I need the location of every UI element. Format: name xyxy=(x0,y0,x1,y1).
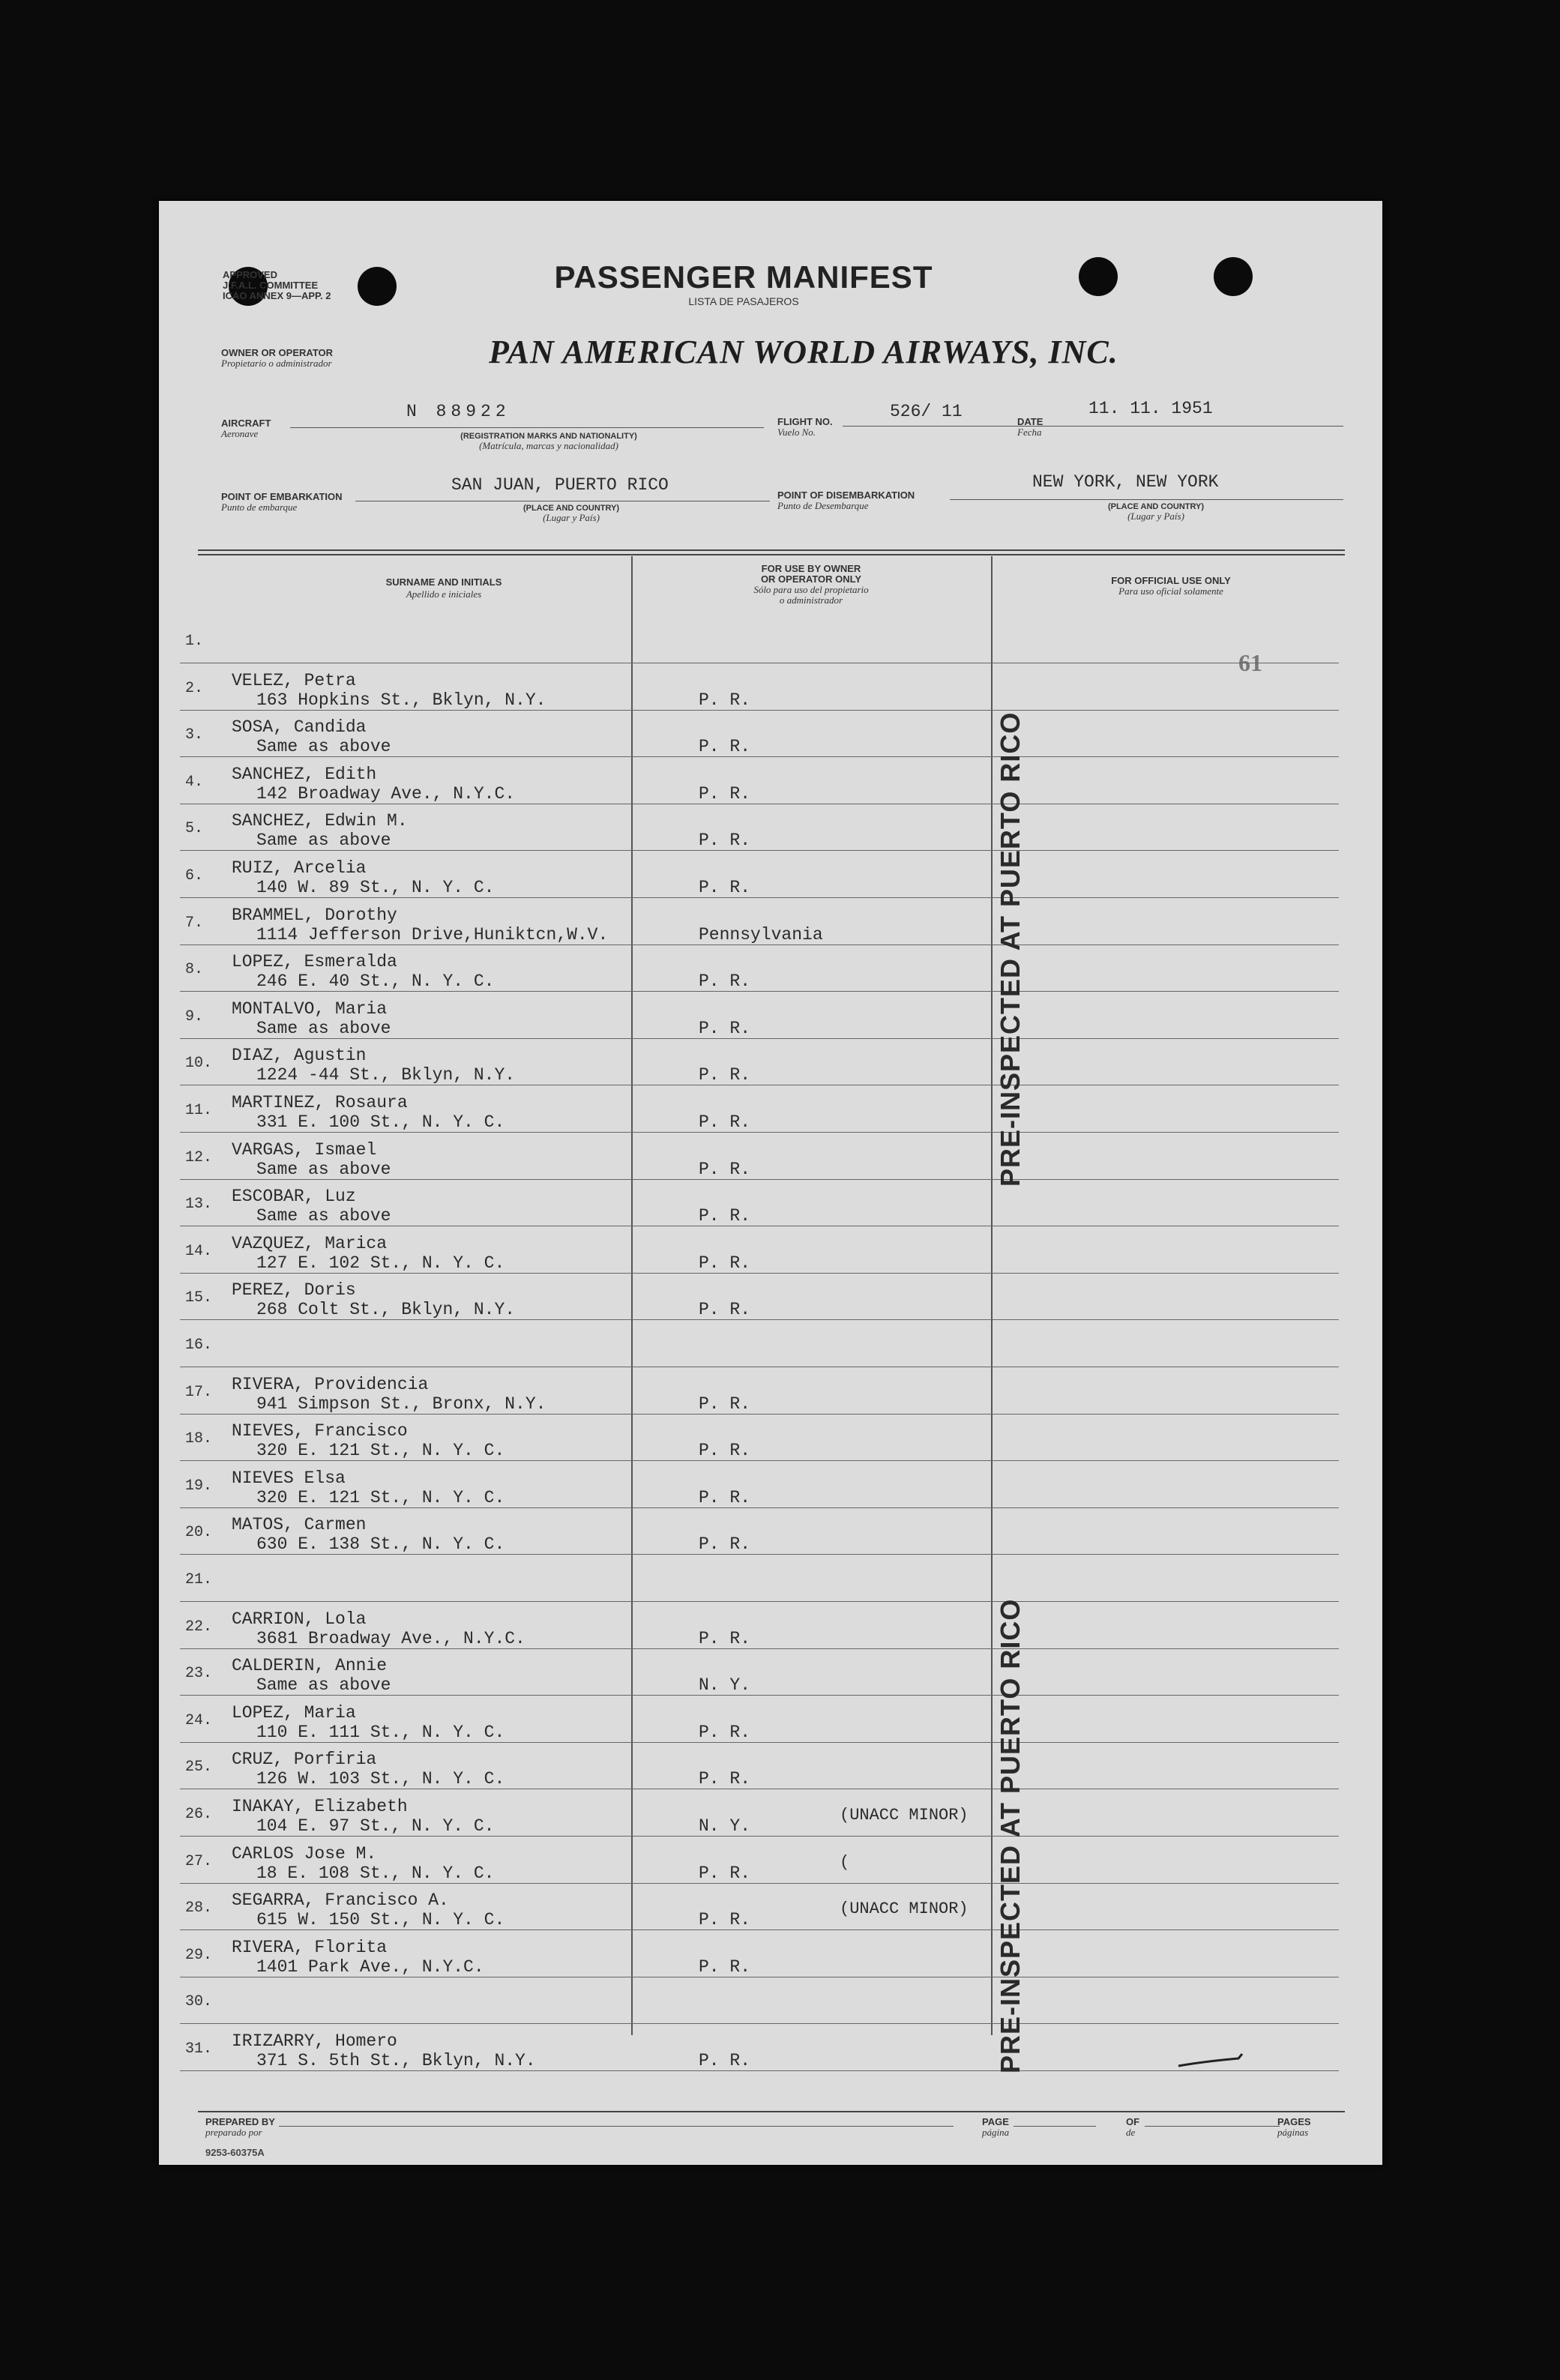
passenger-name: RIVERA, Florita xyxy=(232,1937,388,1957)
passenger-address: Same as above xyxy=(256,737,391,757)
row-divider xyxy=(180,1742,1339,1743)
row-number: 13. xyxy=(185,1196,213,1214)
row-divider xyxy=(180,1507,1339,1508)
row-number: 9. xyxy=(185,1007,204,1025)
passenger-name: PEREZ, Doris xyxy=(232,1280,356,1301)
row-number: 28. xyxy=(185,1900,213,1917)
row-divider xyxy=(180,991,1339,992)
of-label-es: de xyxy=(1126,2127,1136,2138)
of-label: OF xyxy=(1126,2116,1140,2127)
passenger-origin: Pennsylvania xyxy=(699,924,823,945)
passenger-address: 268 Colt St., Bklyn, N.Y. xyxy=(256,1300,516,1320)
aircraft-value: N 88922 xyxy=(406,402,511,421)
date-label-es: Fecha xyxy=(1017,427,1042,438)
passenger-name: MATOS, Carmen xyxy=(232,1515,367,1535)
row-divider xyxy=(180,1883,1339,1884)
flight-value: 526/ 11 xyxy=(890,402,963,421)
row-divider xyxy=(180,1179,1339,1180)
row-number: 25. xyxy=(185,1759,213,1777)
passenger-address: 140 W. 89 St., N. Y. C. xyxy=(256,878,495,897)
passenger-origin: P. R. xyxy=(699,1534,751,1555)
passenger-name: VELEZ, Petra xyxy=(232,670,356,690)
passenger-name: LOPEZ, Maria xyxy=(232,1702,356,1723)
passenger-origin: P. R. xyxy=(699,971,751,992)
official-number: 61 xyxy=(1238,649,1262,676)
row-number: 14. xyxy=(185,1242,213,1260)
passenger-origin: P. R. xyxy=(699,1956,751,1977)
punch-hole xyxy=(1214,257,1253,296)
passenger-address: Same as above xyxy=(256,831,391,851)
passenger-origin: P. R. xyxy=(699,1300,751,1320)
passenger-address: 941 Simpson St., Bronx, N.Y. xyxy=(256,1394,546,1414)
row-number: 21. xyxy=(185,1571,213,1588)
aircraft-sub: (REGISTRATION MARKS AND NATIONALITY) xyxy=(460,432,637,441)
passenger-name: MARTINEZ, Rosaura xyxy=(232,1093,408,1112)
passenger-address: 126 W. 103 St., N. Y. C. xyxy=(256,1769,505,1789)
passenger-address: 320 E. 121 St., N. Y. C. xyxy=(256,1487,505,1507)
passenger-address: 615 W. 150 St., N. Y. C. xyxy=(256,1910,505,1930)
page-label-es: página xyxy=(982,2127,1010,2138)
row-number: 16. xyxy=(185,1337,213,1354)
row-divider xyxy=(180,1414,1339,1415)
passenger-note: (UNACC MINOR) xyxy=(840,1900,969,1919)
embark-label-es: Punto de embarque xyxy=(221,501,298,513)
passenger-name: MONTALVO, Maria xyxy=(232,998,388,1019)
approved-annex: ICAO ANNEX 9—APP. 2 xyxy=(223,290,331,301)
passenger-name: NIEVES, Francisco xyxy=(232,1421,408,1441)
passenger-origin: P. R. xyxy=(699,878,751,897)
passenger-name: LOPEZ, Esmeralda xyxy=(232,952,397,972)
col-owner-header-es2: o administrador xyxy=(779,594,843,606)
passenger-note: ( xyxy=(840,1852,850,1872)
row-number: 29. xyxy=(185,1946,213,1964)
passenger-address: 246 E. 40 St., N. Y. C. xyxy=(256,971,495,992)
col-official-header-es: Para uso oficial solamente xyxy=(1118,585,1223,597)
passenger-address: Same as above xyxy=(256,1018,391,1038)
passenger-origin: P. R. xyxy=(699,1394,751,1414)
passenger-address: Same as above xyxy=(256,1675,391,1696)
row-number: 11. xyxy=(185,1102,213,1119)
col-surname-header-es: Apellido e iniciales xyxy=(406,588,482,600)
row-number: 1. xyxy=(185,633,204,650)
row-divider xyxy=(180,710,1339,711)
row-number: 26. xyxy=(185,1806,213,1823)
row-number: 17. xyxy=(185,1383,213,1401)
approved-committee: J.F.A.L. COMMITTEE xyxy=(223,280,319,291)
passenger-origin: P. R. xyxy=(699,1769,751,1789)
passenger-origin: P. R. xyxy=(699,1112,751,1132)
passenger-origin: P. R. xyxy=(699,1206,751,1226)
passenger-address: 1114 Jefferson Drive,Huniktcn,W.V. xyxy=(256,924,609,945)
passenger-name: SOSA, Candida xyxy=(232,717,367,738)
row-number: 24. xyxy=(185,1711,213,1729)
passenger-name: IRIZARRY, Homero xyxy=(232,2031,397,2051)
passenger-origin: P. R. xyxy=(699,1722,751,1742)
aircraft-sub-es: (Matrícula, marcas y nacionalidad) xyxy=(479,440,618,451)
passenger-origin: P. R. xyxy=(699,2051,751,2070)
passenger-address: 1401 Park Ave., N.Y.C. xyxy=(256,1956,484,1977)
disembark-place-sub-es: (Lugar y País) xyxy=(1127,510,1184,522)
row-number: 12. xyxy=(185,1148,213,1166)
row-divider xyxy=(180,1554,1339,1555)
embark-value: SAN JUAN, PUERTO RICO xyxy=(451,475,669,495)
passenger-address: 630 E. 138 St., N. Y. C. xyxy=(256,1534,505,1555)
disembark-label: POINT OF DISEMBARKATION xyxy=(777,489,915,501)
row-number: 20. xyxy=(185,1524,213,1542)
date-value: 11. 11. 1951 xyxy=(1088,399,1213,418)
row-divider xyxy=(180,1695,1339,1696)
row-number: 2. xyxy=(185,679,204,697)
passenger-origin: P. R. xyxy=(699,831,751,851)
passenger-address: Same as above xyxy=(256,1159,391,1179)
passenger-name: RUIZ, Arcelia xyxy=(232,858,367,878)
col-surname-header: SURNAME AND INITIALS xyxy=(385,576,502,588)
row-number: 18. xyxy=(185,1430,213,1448)
passenger-origin: P. R. xyxy=(699,1863,751,1883)
prepared-label-es: preparado por xyxy=(205,2127,262,2138)
pre-inspected-stamp: PRE-INSPECTED AT PUERTO RICO xyxy=(995,711,1026,1187)
row-number: 22. xyxy=(185,1618,213,1636)
row-divider xyxy=(180,1132,1339,1133)
passenger-name: SEGARRA, Francisco A. xyxy=(232,1891,449,1911)
passenger-name: SANCHEZ, Edwin M. xyxy=(232,811,408,831)
row-divider xyxy=(180,1460,1339,1461)
row-number: 5. xyxy=(185,820,204,838)
row-number: 31. xyxy=(185,2040,213,2058)
passenger-origin: P. R. xyxy=(699,1441,751,1461)
row-number: 6. xyxy=(185,867,204,885)
passenger-origin: P. R. xyxy=(699,1628,751,1648)
passenger-address: 1224 -44 St., Bklyn, N.Y. xyxy=(256,1065,516,1085)
passenger-address: 3681 Broadway Ave., N.Y.C. xyxy=(256,1628,525,1648)
row-divider xyxy=(180,2023,1339,2024)
passenger-address: Same as above xyxy=(256,1206,391,1226)
passenger-address: 163 Hopkins St., Bklyn, N.Y. xyxy=(256,690,546,710)
passenger-name: VARGAS, Ismael xyxy=(232,1139,377,1160)
pages-label: PAGES xyxy=(1277,2116,1311,2127)
passenger-address: 320 E. 121 St., N. Y. C. xyxy=(256,1441,505,1461)
embark-place-sub: (PLACE AND COUNTRY) xyxy=(522,504,620,513)
punch-hole xyxy=(358,267,397,306)
passenger-name: NIEVES Elsa xyxy=(232,1468,346,1488)
aircraft-label: AIRCRAFT xyxy=(221,418,271,429)
passenger-address: 371 S. 5th St., Bklyn, N.Y. xyxy=(256,2051,536,2070)
passenger-origin: P. R. xyxy=(699,783,751,804)
row-number: 30. xyxy=(185,1993,213,2011)
passenger-origin: P. R. xyxy=(699,690,751,710)
passenger-address: 104 E. 97 St., N. Y. C. xyxy=(256,1816,495,1836)
col-owner-header-es1: Sólo para uso del propietario xyxy=(753,584,869,595)
signature-mark-icon xyxy=(1175,2045,1265,2075)
row-divider xyxy=(180,1929,1339,1930)
disembark-place-sub: (PLACE AND COUNTRY) xyxy=(1107,502,1205,511)
passenger-origin: N. Y. xyxy=(699,1675,751,1696)
passenger-origin: P. R. xyxy=(699,1487,751,1507)
passenger-address: 18 E. 108 St., N. Y. C. xyxy=(256,1863,495,1883)
row-divider xyxy=(180,1648,1339,1649)
aircraft-label-es: Aeronave xyxy=(221,428,259,439)
flight-label: FLIGHT NO. xyxy=(777,416,833,427)
row-number: 8. xyxy=(185,961,204,979)
passenger-address: 127 E. 102 St., N. Y. C. xyxy=(256,1253,505,1273)
row-number: 10. xyxy=(185,1055,213,1073)
row-number: 4. xyxy=(185,773,204,791)
passenger-origin: P. R. xyxy=(699,1253,751,1273)
passenger-origin: P. R. xyxy=(699,1065,751,1085)
row-divider xyxy=(180,2070,1339,2071)
prepared-label: PREPARED BY xyxy=(205,2116,275,2127)
date-label: DATE xyxy=(1017,416,1043,427)
page-label: PAGE xyxy=(982,2116,1009,2127)
form-code: 9253-60375A xyxy=(205,2147,265,2158)
embark-label: POINT OF EMBARKATION xyxy=(221,491,343,502)
row-divider xyxy=(180,1836,1339,1837)
passenger-address: 331 E. 100 St., N. Y. C. xyxy=(256,1112,505,1132)
passenger-origin: N. Y. xyxy=(699,1816,751,1836)
passenger-origin: P. R. xyxy=(699,1159,751,1179)
passenger-name: BRAMMEL, Dorothy xyxy=(232,905,397,925)
passenger-address: 110 E. 111 St., N. Y. C. xyxy=(256,1722,505,1742)
passenger-origin: P. R. xyxy=(699,737,751,757)
row-divider xyxy=(180,850,1339,851)
owner-label-es: Propietario o administrador xyxy=(221,358,332,369)
passenger-note: (UNACC MINOR) xyxy=(840,1806,969,1825)
passenger-origin: P. R. xyxy=(699,1018,751,1038)
passenger-name: CRUZ, Porfiria xyxy=(232,1750,377,1770)
pages-label-es: páginas xyxy=(1277,2127,1309,2138)
passenger-name: INAKAY, Elizabeth xyxy=(232,1797,408,1816)
passenger-name: RIVERA, Providencia xyxy=(232,1374,429,1394)
pre-inspected-stamp: PRE-INSPECTED AT PUERTO RICO xyxy=(995,1598,1026,2073)
manifest-sheet xyxy=(159,201,1382,2165)
disembark-label-es: Punto de Desembarque xyxy=(777,500,869,511)
row-number: 3. xyxy=(185,726,204,744)
row-divider xyxy=(180,1273,1339,1274)
row-number: 19. xyxy=(185,1477,213,1495)
passenger-name: ESCOBAR, Luz xyxy=(232,1187,356,1207)
owner-label: OWNER OR OPERATOR xyxy=(221,347,334,358)
disembark-value: NEW YORK, NEW YORK xyxy=(1032,472,1219,492)
row-divider xyxy=(180,1601,1339,1602)
punch-hole xyxy=(1079,257,1118,296)
operator-name: PAN AMERICAN WORLD AIRWAYS, INC. xyxy=(489,334,1118,370)
row-divider xyxy=(180,1038,1339,1039)
row-number: 7. xyxy=(185,914,204,932)
embark-place-sub-es: (Lugar y País) xyxy=(543,512,600,523)
passenger-address: 142 Broadway Ave., N.Y.C. xyxy=(256,783,516,804)
row-number: 27. xyxy=(185,1852,213,1870)
flight-label-es: Vuelo No. xyxy=(777,427,816,438)
approved-text: APPROVED xyxy=(223,269,277,280)
row-number: 23. xyxy=(185,1665,213,1683)
passenger-name: CALDERIN, Annie xyxy=(232,1656,388,1676)
col-official-header: FOR OFFICIAL USE ONLY xyxy=(1111,575,1231,586)
passenger-name: DIAZ, Agustin xyxy=(232,1046,367,1066)
passenger-name: VAZQUEZ, Marica xyxy=(232,1233,388,1253)
row-number: 15. xyxy=(185,1289,213,1307)
row-divider xyxy=(180,756,1339,757)
col-owner-header-2: OR OPERATOR ONLY xyxy=(760,573,862,585)
form-title: PASSENGER MANIFEST xyxy=(554,259,933,295)
form-title-es: LISTA DE PASAJEROS xyxy=(688,295,799,307)
row-divider xyxy=(180,897,1339,898)
passenger-origin: P. R. xyxy=(699,1910,751,1930)
row-divider xyxy=(180,1319,1339,1320)
passenger-name: CARRION, Lola xyxy=(232,1609,367,1629)
col-owner-header-1: FOR USE BY OWNER xyxy=(761,563,861,574)
passenger-name: CARLOS Jose M. xyxy=(232,1843,377,1864)
passenger-name: SANCHEZ, Edith xyxy=(232,764,377,784)
